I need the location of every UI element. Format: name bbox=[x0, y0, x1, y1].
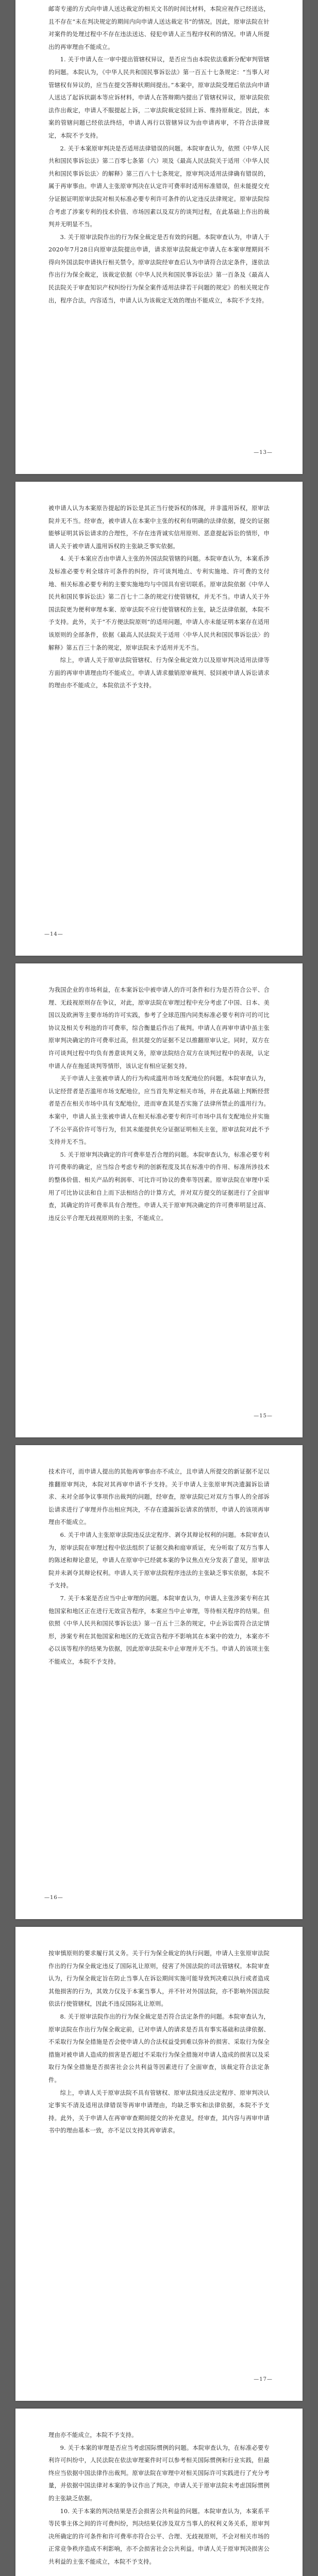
page-15 bbox=[15, 963, 303, 1437]
paragraph: 4. 关于本案应否由申请人主张的外国法院管辖的问题。本院审查认为，本案系涉及标准必要专利全球许可条件的纠纷，许可谈判地点、专利实施地、许可费的支付地、相关标准必要专利的主要实施地均与中国具有密切联系。原审法院依据《中华人民共和国民事诉讼法》第二百七十二条的规定行使管辖权，并无不当。申请人关于外国法院更为便利审理本案、原审法院不应行使管辖权的主张，缺乏法律依据，本院不予支持。此外，关于“不方便法院原则”的适用问题，申请人亦未能证明本案存在适用该原则的全部条件，依据《最高人民法院关于适用〈中华人民共和国民事诉讼法〉的解释》第五百三十条的规定，原审法院未予适用并无不当。 bbox=[48, 555, 270, 651]
page-14 bbox=[15, 482, 303, 956]
paragraph: 理由亦不能成立，本院不予支持。 bbox=[48, 2432, 138, 2438]
paragraph: 关于申请人主张被申请人的行为构成滥用市场支配地位的问题。本院审查认为，认定经营者是否滥用市场支配地位，应当首先界定相关市场，并在此基础上判断经营者是否在相关市场中具有支配地位，进而审查其是否实施了法律所禁止的滥用行为。本案中，申请人虽主张被申请人在相关标准必要专利许可市场中具有支配地位并实施了不公平高价许可等行为，但其未能提供充分证据证明相关主张，原审法院对此不予支持并无不当。 bbox=[48, 1075, 270, 1146]
page-number: —13— bbox=[254, 450, 273, 455]
paragraph: 3. 关于原审法院作出的行为保全裁定是否有效的问题。本院审查认为，申请人于2020年7月28日向原审法院提出申请，请求原审法院裁定申请人在本案审理期间不得向外国法院申请执行相关禁令。原审法院经审查后认为申请符合法定条件，遂依法作出行为保全裁定，该裁定依据《中华人民共和国民事诉讼法》第一百条及《最高人民法院关于审查知识产权纠纷行为保全案件适用法律若干问题的规定》的相关规定作出，程序合法，内容适当，申请人认为该裁定无效的理由不能成立，本院不予支持。 bbox=[48, 233, 270, 304]
page-number: —16— bbox=[44, 1895, 63, 1901]
paragraph: 8. 关于原审法院作出的行为保全裁定是否符合法定条件的问题。本院审查认为，原审法院在作出行为保全裁定前，已对申请人的请求是否具有事实基础和法律依据、不采取行为保全措施是否会使申请人的合法权益受到难以弥补的损害、采取行为保全措施对被申请人造成的损害是否超过不采取行为保全措施对申请人造成的损害以及采取行为保全措施是否损害社会公共利益等因素进行了全面审查，该裁定符合法定条件。 bbox=[48, 2013, 270, 2083]
paragraph: 6. 关于申请人主张原审法院违反法定程序、剥夺其辩论权利的问题。本院审查认为，原审法院在审理过程中依法组织了证据交换和庭审质证，充分听取了双方当事人的陈述和辩论意见，申请人在原审中已经就本案的争议焦点充分发表了意见，原审法院并未剥夺其辩论权利。申请人关于原审法院程序违法的主张缺乏事实依据，本院不予支持。 bbox=[48, 1531, 270, 1589]
page-number: —15— bbox=[254, 1413, 273, 1419]
page-number: —14— bbox=[44, 931, 63, 937]
paragraph: 5. 关于原审判决确定的许可费率是否合理的问题。本院审查认为，标准必要专利许可费率的确定，应当综合考虑专利的创新程度及其在标准中的作用、标准所涉技术的整体价值、相关产品的利润率、可比许可协议的费率等因素。原审法院在审理中采用了可比协议法和自上而下法相结合的计算方式，并对双方提交的证据进行了全面审查，其确定的许可费率具有合理性。申请人关于原审判决确定的许可费率明显过高、违反公平合理无歧视原则的主张，不能成立。 bbox=[48, 1151, 270, 1222]
paragraph: 1. 关于申请人在一审中提出管辖权异议，是否应当由本院依法重新分配审判管辖的问题。本院认为，《中华人民共和国民事诉讼法》第一百五十七条规定：“当事人对管辖权有异议的，应当在提交答辩状期间提出。”本案中，原审法院受理后依法向申请人送达了起诉状副本等应诉材料，申请人在答辩期内提出了管辖权异议，原审法院依法作出裁定，申请人不服提起上诉，二审法院裁定驳回上诉、维持原裁定。因此，本案的管辖问题已经依法终结，申请人再行以管辖异议为由申请再审，不符合法律规定，本院不予支持。 bbox=[48, 56, 270, 139]
paragraph: 9. 关于本案的审理是否应当考虑国际惯例的问题。本院审查认为，在标准必要专利许可纠纷中，人民法院在依法审理案件时可以参考相关国际惯例和行业实践，但最终应当依据中国法律作出裁判。原审法院在审理中对相关国际许可实践进行了充分考量，并依据中国法律对本案的争议作出了判决，申请人关于原审法院未考虑国际惯例的主张缺乏依据。 bbox=[48, 2444, 270, 2502]
paragraph: 2. 关于本案原审判决是否适用法律错误的问题。本院审查认为，依照《中华人民共和国民事诉讼法》第二百零七条第（六）项及《最高人民法院关于适用〈中华人民共和国民事诉讼法〉的解释》第三百八十七条规定，原审判决适用法律确有错误的，属于再审事由。申请人主张原审判决在认定许可费率时适用标准错误，但未能提交充分证据证明原审法院对相关标准必要专利许可条件的认定违反法律规定。原审法院综合考虑了涉案专利的技术价值、市场因素以及双方的谈判过程，在此基础上作出的裁判并无明显不当。 bbox=[48, 145, 270, 228]
paragraph: 为我国企业的市场利益，在本案诉讼中被申请人的许可条件和行为是否符合公平、合理、无歧视原则存在争议，对此，原审法院在审理过程中充分考虑了中国、日本、美国以及欧洲等主要市场的许可实践，参考了全球范围内同类标准必要专利许可的可比协议及相关专利池的许可费率，综合衡量后作出了裁判。申请人在再审申请中虽主张原审判决确定的许可费率过高，但其提交的证据不足以推翻原审认定。同时，双方在许可谈判过程中均负有善意谈判义务，原审法院结合双方在谈判过程中的表现，认定申请人存在拖延谈判等情形，该认定有相应证据支持。 bbox=[48, 987, 270, 1070]
paragraph: 邮寄专递的方式向申请人送达裁定的相关文书的时间比材料，本院应视作已经送达，且不存在“未在判决规定的期间内向申请人送达裁定书”的情况。因此，原审法院在针对案件的处理过程中不存在违法送达、侵犯申请人正当程序权利的情况。申请人所提出的再审理由不能成立。 bbox=[48, 6, 270, 50]
page-18 bbox=[15, 2409, 303, 2576]
page-16 bbox=[15, 1445, 303, 1919]
page-number: —17— bbox=[254, 2377, 273, 2382]
paragraph: 按审慎原则的要求履行其义务。关于行为保全裁定的执行问题，申请人主张原审法院作出的行为保全裁定违反了国际礼让原则，侵害了外国法院的司法管辖权。本院审查认为，行为保全裁定旨在防止当事人在诉讼期间实施可能导致判决难以执行或者造成其他损害的行为，其效力仅及于本案当事人，并不针对外国法院，亦不影响外国法院依法行使管辖权，因此不违反国际礼让原则。 bbox=[48, 1950, 270, 2008]
paragraph: 被申请人认为本案原告提起的诉讼是其正当行使诉权的体现，并非滥用诉权，原审法院并无不当。经审查，被申请人在本案中主张的权利有明确的法律依据，提交的证据能够证明其诉讼请求的合理性，不存在违背诚实信用原则、恶意提起诉讼的情形，申请人关于被申请人滥用诉权的主张缺乏事实依据。 bbox=[48, 505, 270, 550]
page-17 bbox=[15, 1927, 303, 2401]
paragraph: 综上，申请人关于原审法院管辖权、行为保全裁定效力以及原审判决适用法律等方面的再审申请理由均不能成立。申请人请求撤销原审裁判、驳回被申请人诉讼请求的理由亦不能成立，本院依法不予支持。 bbox=[48, 657, 270, 689]
page-13 bbox=[15, 0, 303, 474]
paragraph: 技术许可，而申请人提出的其他再审事由亦不成立，且申请人所提交的新证据不足以推翻原审判决，本院对其再审申请不予支持。关于申请人主张原审判决遗漏诉讼请求、未对全部争议事项作出裁判的问题，经审查，原审法院已对双方当事人的全部诉讼请求进行了审理并作出相应判决，不存在遗漏诉讼请求的情形，申请人的该项再审理由不能成立。 bbox=[48, 1468, 270, 1526]
paragraph: 综上，申请人关于原审法院不具有管辖权、原审法院违反法定程序、原审判决认定事实不清及适用法律错误等再审申请理由，均缺乏事实和法律依据，本院不予支持。此外，关于申请人在再审审查期间提交的补充意见，经审查，其内容与再审申请书中的理由基本一致，亦不足以支持其再审请求。 bbox=[48, 2089, 270, 2134]
paragraph: 10. 关于本案的判决结果是否会损害公共利益的问题。本院审查认为，本案系平等民事主体之间的许可费纠纷，判决结果仅涉及双方当事人的权利义务关系，原审判决所确定的许可条件和许可费率亦符合公平、合理、无歧视原则，不会对相关市场的正常竞争秩序造成不利影响，亦不会损害社会公共利益。申请人关于原审判决损害公共利益的主张不能成立，本院不予支持。 bbox=[48, 2507, 270, 2565]
paragraph: 7. 关于本案是否应当中止审理的问题。本院审查认为，申请人主张涉案专利在其他国家和地区正在进行无效宣告程序，本案应当中止审理，等待相关程序的结果。但依照《中华人民共和国民事诉讼法》第一百五十三条的规定，中止诉讼需符合法定情形，涉案专利在其他国家和地区的无效宣告程序不影响其在本案中的效力，本案亦不必以该等程序的结果为依据，因此原审法院未中止审理并无不当。申请人的该项主张不能成立，本院不予支持。 bbox=[48, 1595, 270, 1665]
